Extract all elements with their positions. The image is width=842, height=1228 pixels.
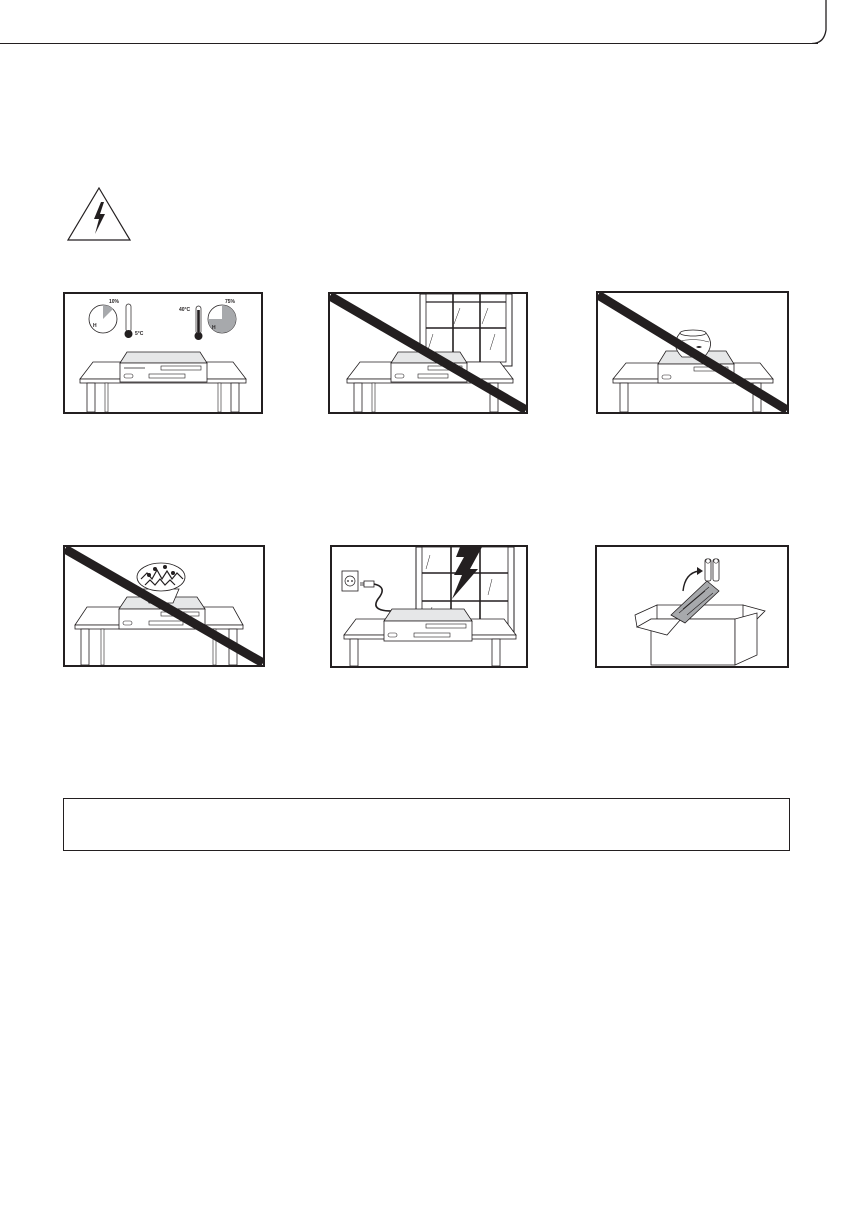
temperature-low-label: 5°C xyxy=(135,331,144,337)
window-sunlight-panel xyxy=(328,292,528,414)
power-outlet-icon xyxy=(342,571,358,591)
gauge-letter-low: H xyxy=(93,323,97,329)
liquid-container-panel xyxy=(596,291,789,414)
temperature-humidity-panel xyxy=(63,292,263,414)
lightning-unplug-panel xyxy=(330,545,528,668)
page-edge-line xyxy=(0,43,818,44)
temperature-high-label: 40°C xyxy=(179,307,191,313)
thermometer-low-icon xyxy=(125,304,144,338)
arrow-icon xyxy=(683,571,699,591)
open-box-icon xyxy=(635,605,765,665)
humidity-gauge-high-icon xyxy=(208,299,236,333)
note-box xyxy=(63,798,790,851)
high-voltage-warning-icon xyxy=(67,187,131,241)
gauge-letter-high: H xyxy=(212,325,216,331)
humidity-low-label: 10% xyxy=(109,299,120,305)
humidity-gauge-low-icon xyxy=(89,299,120,333)
plant-on-device-panel xyxy=(63,545,265,667)
power-plug-icon xyxy=(360,581,392,611)
page-edge-curve xyxy=(812,0,842,44)
thermometer-high-icon xyxy=(179,306,203,340)
battery-disposal-panel xyxy=(595,545,789,668)
batteries-icon xyxy=(705,559,719,581)
humidity-high-label: 75% xyxy=(225,299,236,305)
vcr-dvd-player-icon xyxy=(384,609,472,641)
vcr-dvd-player-icon xyxy=(120,352,207,382)
